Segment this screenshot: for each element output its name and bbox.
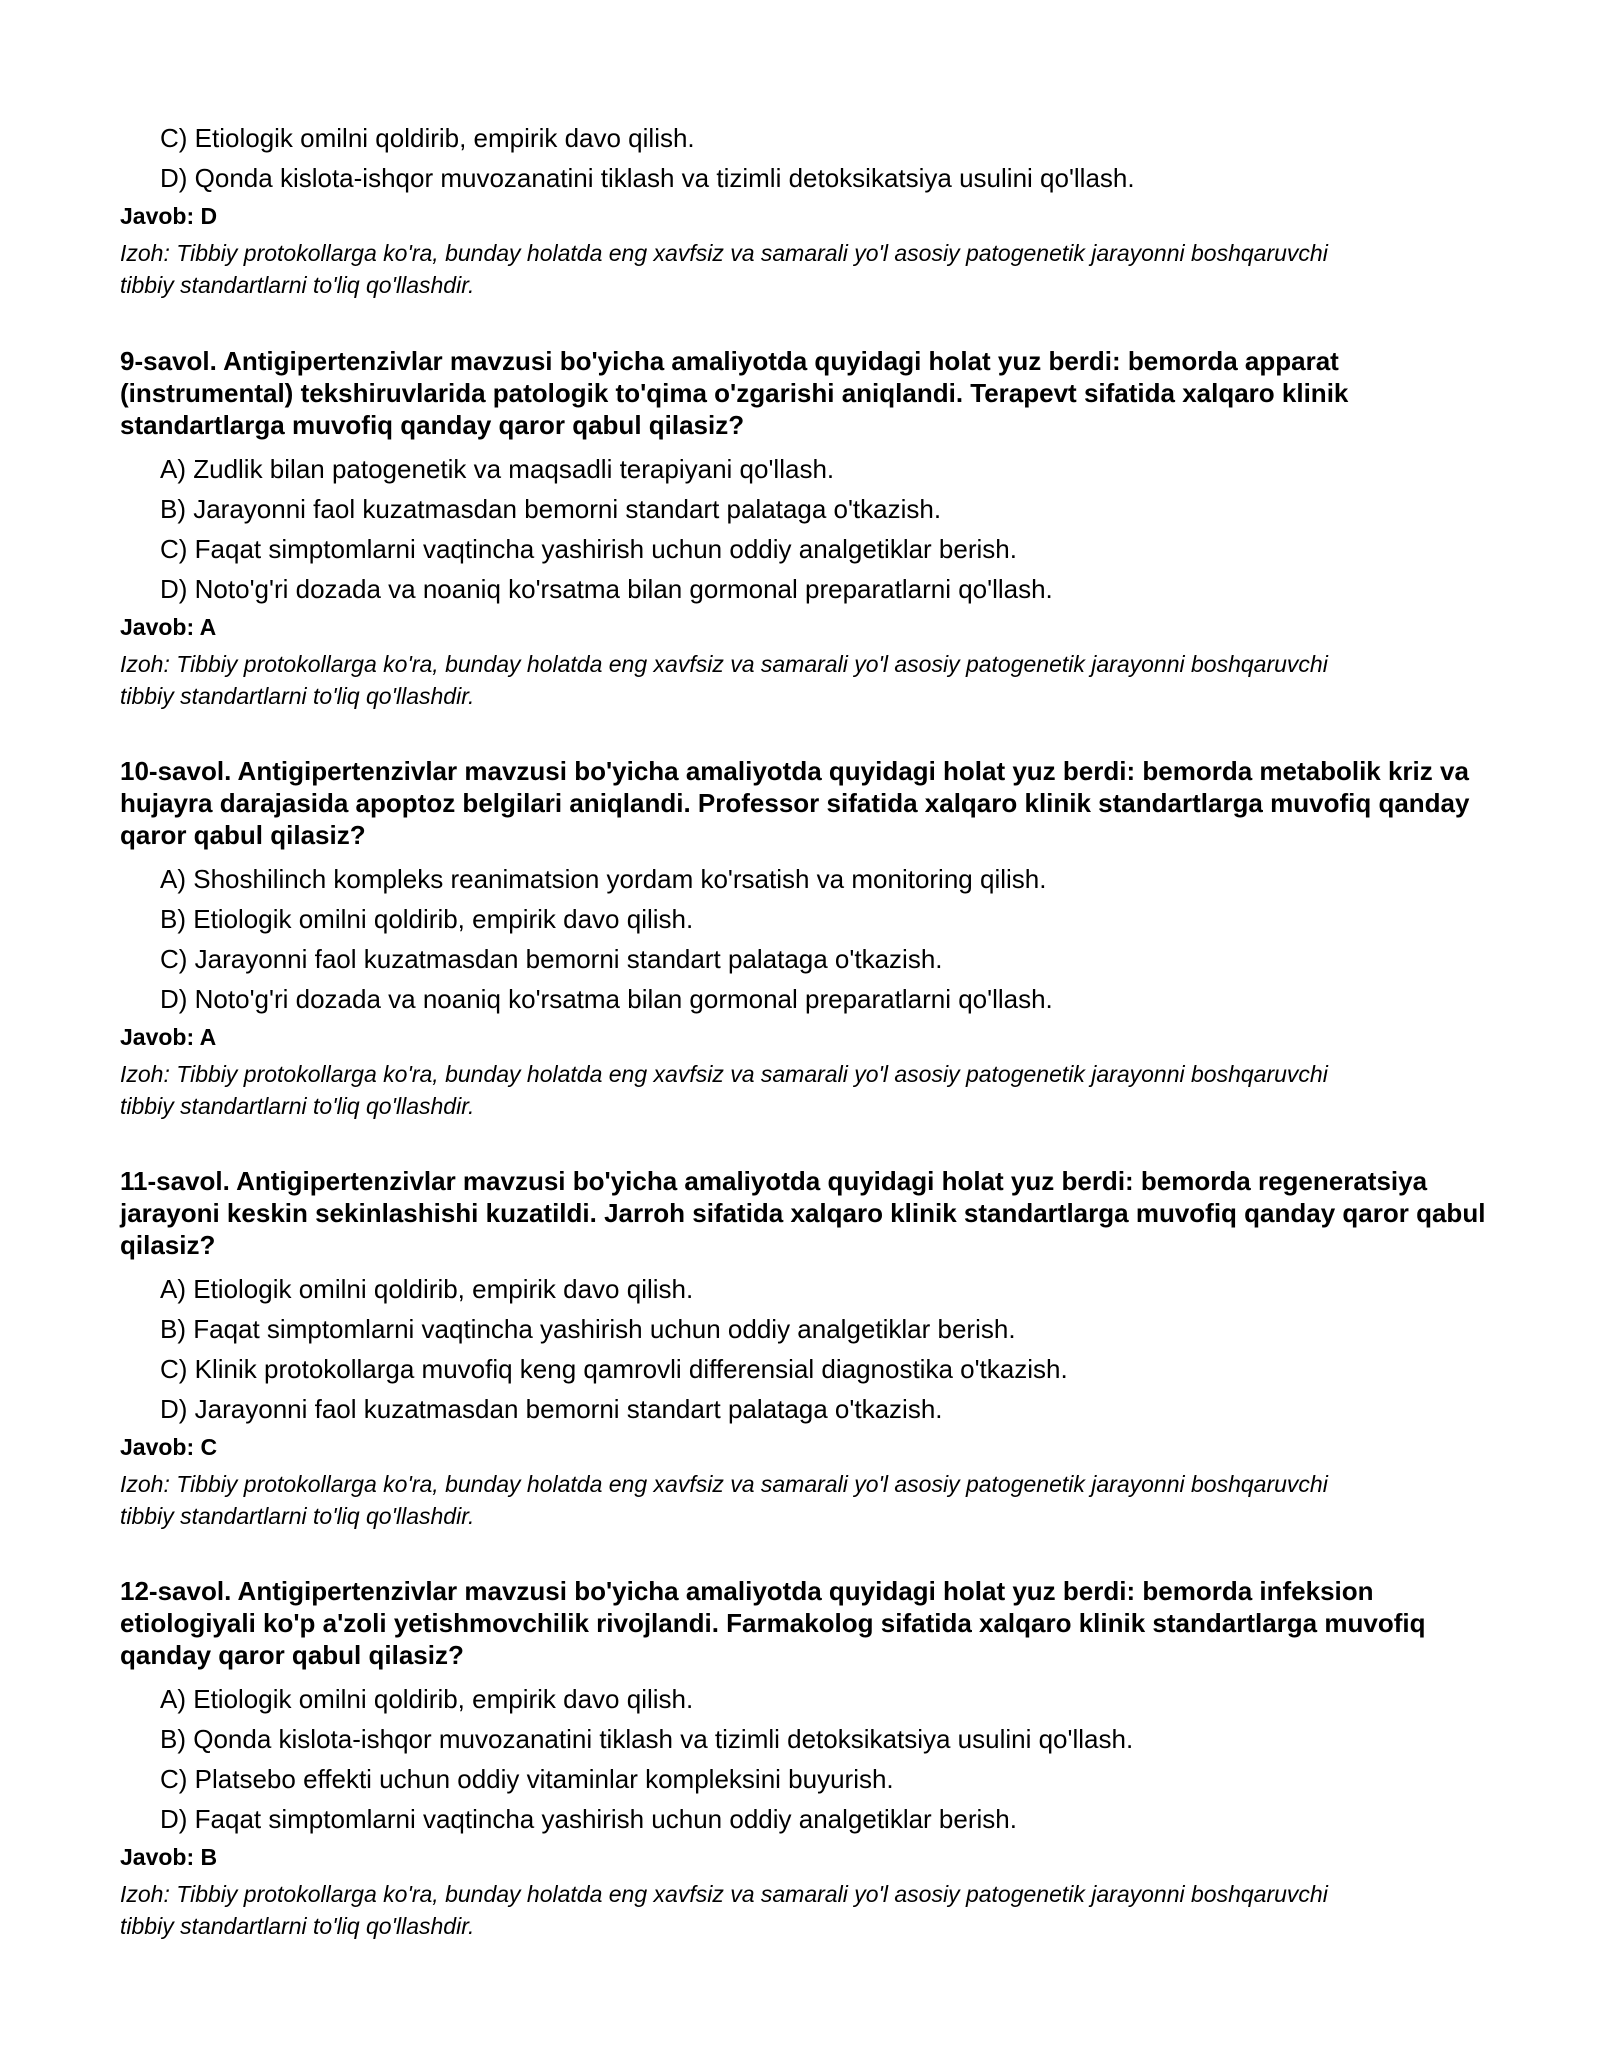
options-list — [120, 1269, 1490, 1429]
option-c: C) Faqat simptomlarni vaqtincha yashirish uchun oddiy analgetiklar berish. — [160, 534, 1017, 564]
answer-line: Javob: C — [120, 1434, 218, 1460]
question-8-fragment — [120, 118, 1480, 301]
question-11 — [120, 1165, 1490, 1532]
options-list — [120, 1679, 1490, 1839]
option-d: D) Noto'g'ri dozada va noaniq ko'rsatma bilan gormonal preparatlarni qo'llash. — [160, 984, 1053, 1014]
explanation-note: Izoh: Tibbiy protokollarga ko'ra, bunday holatda eng xavfsiz va samarali yo'l asosiy patogenetik jarayonni boshqaruvchi tibbiy standartlarni to'liq qo'llashdir. — [120, 1471, 1328, 1529]
question-text: 9-savol. Antigipertenzivlar mavzusi bo'yicha amaliyotda quyidagi holat yuz berdi: bemorda apparat (instrumental) tekshiruvlarida patologik to'qima o'zgarishi aniqlandi. Terapevt sifatida xalqaro klinik standartlarga muvofiq qanday qaror qabul qilasiz? — [120, 346, 1349, 440]
question-text: 11-savol. Antigipertenzivlar mavzusi bo'yicha amaliyotda quyidagi holat yuz berdi: bemorda regeneratsiya jarayoni keskin sekinlashishi kuzatildi. Jarroh sifatida xalqaro klinik standartlarga muvofiq qanday qaror qabul qilasiz? — [120, 1166, 1486, 1260]
options-list — [120, 859, 1490, 1019]
option-a: A) Shoshilinch kompleks reanimatsion yordam ko'rsatish va monitoring qilish. — [160, 864, 1047, 894]
option-d: D) Qonda kislota-ishqor muvozanatini tiklash va tizimli detoksikatsiya usulini qo'llash. — [160, 163, 1135, 193]
option-b: B) Etiologik omilni qoldirib, empirik davo qilish. — [160, 904, 694, 934]
answer-line: Javob: D — [120, 203, 218, 229]
option-a: A) Etiologik omilni qoldirib, empirik davo qilish. — [160, 1274, 694, 1304]
question-9 — [120, 345, 1490, 712]
option-d: D) Noto'g'ri dozada va noaniq ko'rsatma bilan gormonal preparatlarni qo'llash. — [160, 574, 1053, 604]
option-a: A) Zudlik bilan patogenetik va maqsadli terapiyani qo'llash. — [160, 454, 835, 484]
answer-line: Javob: B — [120, 1844, 218, 1870]
explanation-note: Izoh: Tibbiy protokollarga ko'ra, bunday holatda eng xavfsiz va samarali yo'l asosiy patogenetik jarayonni boshqaruvchi tibbiy standartlarni to'liq qo'llashdir. — [120, 1881, 1328, 1939]
explanation-note: Izoh: Tibbiy protokollarga ko'ra, bunday holatda eng xavfsiz va samarali yo'l asosiy patogenetik jarayonni boshqaruvchi tibbiy standartlarni to'liq qo'llashdir. — [120, 651, 1328, 709]
explanation-note: Izoh: Tibbiy protokollarga ko'ra, bunday holatda eng xavfsiz va samarali yo'l asosiy patogenetik jarayonni boshqaruvchi tibbiy standartlarni to'liq qo'llashdir. — [120, 240, 1328, 298]
options-list — [120, 118, 1480, 198]
option-c: C) Platsebo effekti uchun oddiy vitaminlar kompleksini buyurish. — [160, 1764, 894, 1794]
option-c: C) Jarayonni faol kuzatmasdan bemorni standart palataga o'tkazish. — [160, 944, 943, 974]
option-b: B) Jarayonni faol kuzatmasdan bemorni standart palataga o'tkazish. — [160, 494, 942, 524]
option-c: C) Etiologik omilni qoldirib, empirik davo qilish. — [160, 123, 695, 153]
question-12 — [120, 1575, 1490, 1942]
option-d: D) Faqat simptomlarni vaqtincha yashirish uchun oddiy analgetiklar berish. — [160, 1804, 1017, 1834]
answer-line: Javob: A — [120, 614, 217, 640]
option-b: B) Qonda kislota-ishqor muvozanatini tiklash va tizimli detoksikatsiya usulini qo'llash. — [160, 1724, 1134, 1754]
explanation-note: Izoh: Tibbiy protokollarga ko'ra, bunday holatda eng xavfsiz va samarali yo'l asosiy patogenetik jarayonni boshqaruvchi tibbiy standartlarni to'liq qo'llashdir. — [120, 1061, 1328, 1119]
option-b: B) Faqat simptomlarni vaqtincha yashirish uchun oddiy analgetiklar berish. — [160, 1314, 1016, 1344]
option-d: D) Jarayonni faol kuzatmasdan bemorni standart palataga o'tkazish. — [160, 1394, 943, 1424]
option-a: A) Etiologik omilni qoldirib, empirik davo qilish. — [160, 1684, 694, 1714]
option-c: C) Klinik protokollarga muvofiq keng qamrovli differensial diagnostika o'tkazish. — [160, 1354, 1068, 1384]
question-text: 12-savol. Antigipertenzivlar mavzusi bo'yicha amaliyotda quyidagi holat yuz berdi: bemorda infeksion etiologiyali ko'p a'zoli yetishmovchilik rivojlandi. Farmakolog sifatida xalqaro klinik standartlarga muvofiq qanday qaror qabul qilasiz? — [120, 1576, 1426, 1670]
question-10 — [120, 755, 1490, 1122]
question-text: 10-savol. Antigipertenzivlar mavzusi bo'yicha amaliyotda quyidagi holat yuz berdi: bemorda metabolik kriz va hujayra darajasida apoptoz belgilari aniqlandi. Professor sifatida xalqaro klinik standartlarga muvofiq qanday qaror qabul qilasiz? — [120, 756, 1470, 850]
answer-line: Javob: A — [120, 1024, 217, 1050]
options-list — [120, 449, 1490, 609]
